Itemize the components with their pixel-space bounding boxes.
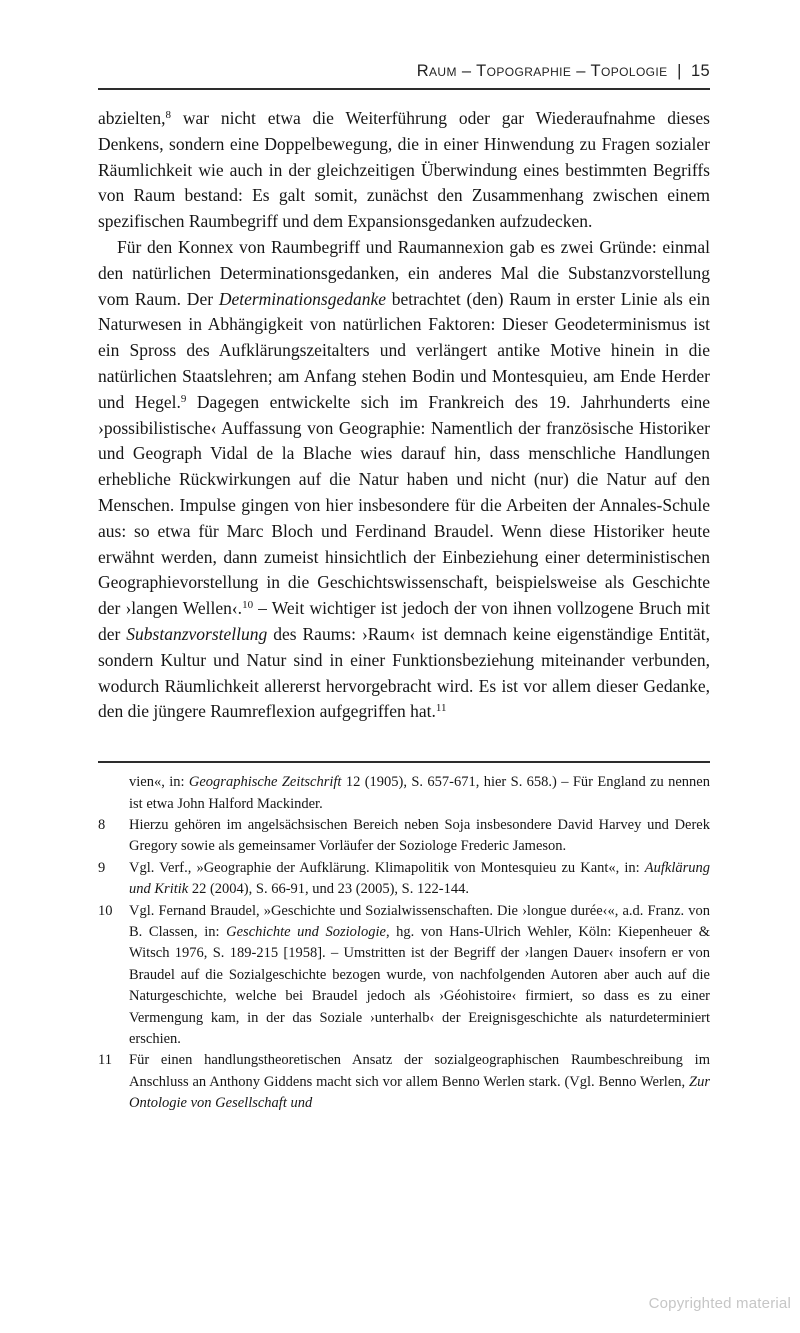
page-header xyxy=(98,62,710,90)
footnote-reference: 8 xyxy=(165,109,172,121)
text-run: Vgl. Fernand Braudel, »Geschichte und Sozialwissenschaften. Die ›longue durée‹«, a.d. Franz. von B. Classen, in: xyxy=(129,902,710,940)
footnote-reference: 11 xyxy=(435,702,447,715)
italic-text: Geschichte und Soziologie xyxy=(226,923,386,940)
text-run: war nicht etwa die Weiterführung oder gar Wiederaufnahme dieses Denkens, sondern eine Doppelbewegung, die in einer Hinwendung zu Fragen sozialer Räumlichkeit wie auch in der gleichzeitigen Überwindung eines bestimmten Begriffs von Raum bestand: Es galt somit, zunächst den Zusammenhang zwischen einem spezifischen Raumbegriff und dem Expansionsgedanken aufzudecken. xyxy=(98,108,710,232)
text-run: – Weit wichtiger ist jedoch der von ihnen vollzogene Bruch mit der xyxy=(98,598,710,644)
body-text xyxy=(98,106,710,725)
footnote-reference: 9 xyxy=(180,392,187,405)
text-run: betrachtet (den) Raum in erster Linie als ein Naturwesen in Abhängigkeit von natürlichen Faktoren: Dieser Geodeterminismus ist ein Spross des Aufklärungszeitalters und verlängert antike Motive hinein in die natürlichen Staatslehren; am Anfang stehen Bodin und Montesquieu, am Ende Herder und Hegel. xyxy=(98,288,711,412)
footnote-separator-rule xyxy=(98,761,710,763)
italic-text: Determinationsgedanke xyxy=(218,288,386,309)
italic-text: Geographische Zeitschrift xyxy=(188,774,342,791)
text-run: vien«, in: xyxy=(129,774,189,791)
text-run: Für einen handlungstheoretischen Ansatz der sozialgeographischen Raumbeschreibung im Anschluss an Anthony Giddens macht sich vor allem Benno Werlen stark. (Vgl. Benno Werlen, xyxy=(129,1052,710,1090)
body-paragraph xyxy=(98,106,710,235)
footnote-text xyxy=(129,901,710,1051)
header-separator: | xyxy=(677,62,682,80)
footnote-item xyxy=(98,772,710,815)
text-run: Hierzu gehören im angelsächsischen Bereich neben Soja insbesondere David Harvey und Derek Gregory sowie als gemeinsamer Vorläufer der Soziologe Frederic Jameson. xyxy=(129,816,710,855)
body-paragraph xyxy=(98,235,710,725)
footnote-number: 8 xyxy=(98,816,106,833)
footnote-text xyxy=(129,815,710,858)
text-run: Vgl. Verf., »Geographie der Aufklärung. Klimapolitik von Montesquieu zu Kant«, in: xyxy=(129,859,645,876)
footnote-text xyxy=(129,772,710,815)
text-run: des Raums: ›Raum‹ ist demnach keine eigenständige Entität, sondern Kultur und Natur sind in einer Funktionsbeziehung miteinander verbunden, wodurch Räumlichkeit allererst hervorgebracht wird. Es ist vor allem dieser Gedanke, den die jüngere Raumreflexion aufgegriffen hat. xyxy=(98,623,710,722)
text-run: Für den Konnex von Raumbegriff und Raumannexion gab es zwei Gründe: einmal den natürlichen Determinationsgedanken, ein anderes Mal die Substanzvorstellung vom Raum. Der xyxy=(98,236,710,309)
running-head-title: Raum – Topographie – Topologie xyxy=(416,62,668,80)
italic-text: Substanzvorstellung xyxy=(126,623,268,644)
text-run: 22 (2004), S. 66-91, und 23 (2005), S. 122-144. xyxy=(188,881,469,898)
footnotes xyxy=(98,772,710,1115)
footnote-number xyxy=(98,772,129,815)
italic-text: Zur Ontologie von Gesellschaft und xyxy=(129,1073,710,1112)
footnote-item xyxy=(98,815,710,858)
footnote-item xyxy=(98,858,710,901)
text-run: 12 (1905), S. 657-671, hier S. 658.) – Für England zu nennen ist etwa John Halford Mackinder. xyxy=(129,774,710,812)
text-run: Dagegen entwickelte sich im Frankreich des 19. Jahrhunderts eine ›possibilistische‹ Auffassung von Geographie: Namentlich der französische Historiker und Geograph Vidal de la Blache wies darauf hin, dass menschliche Handlungen erhebliche Rückwirkungen auf die Natur haben und nicht (nur) die Natur auf den Menschen. Impulse gingen von hier insbesondere für die Arbeiten der Annales-Schule aus: so etwa für Marc Bloch und Ferdinand Braudel. Wenn diese Historiker heute erwähnt werden, dann zumeist hinsichtlich der Einbeziehung einer deterministischen Geographievorstellung in die Geschichtswissenschaft, beispielsweise als Geschichte der ›langen Wellen‹. xyxy=(98,391,710,619)
text-block xyxy=(98,62,710,1115)
text-run: , hg. von Hans-Ulrich Wehler, Köln: Kiepenheuer & Witsch 1976, S. 189-215 [1958]. – Umstritten ist der Begriff der ›langen Dauer‹ insofern er von Braudel auf die Sozialgeschichte bezogen wurde, von nachfolgenden Autoren aber auch auf die Naturgeschichte, welche bei Braudel jedoch als ›Géohistoire‹ firmiert, so dass es zu einer Vermengung kam, in der das Soziale ›unterhalb‹ der Ereignisgeschichte als naturdeterminiert erschien. xyxy=(129,923,710,1047)
footnote-text xyxy=(129,1050,710,1114)
footnote-number: 10 xyxy=(98,902,113,919)
italic-text: Aufklärung und Kritik xyxy=(129,859,710,898)
footnote-number: 9 xyxy=(98,859,106,876)
copyright-watermark: Copyrighted material xyxy=(648,1295,791,1312)
footnote-reference: 10 xyxy=(242,599,254,612)
text-run: abzielten, xyxy=(98,108,166,128)
footnote-item xyxy=(98,901,710,1051)
page-number: 15 xyxy=(691,62,710,80)
footnote-text xyxy=(129,858,710,901)
footnote-item xyxy=(98,1050,710,1114)
footnote-number: 11 xyxy=(98,1052,112,1069)
